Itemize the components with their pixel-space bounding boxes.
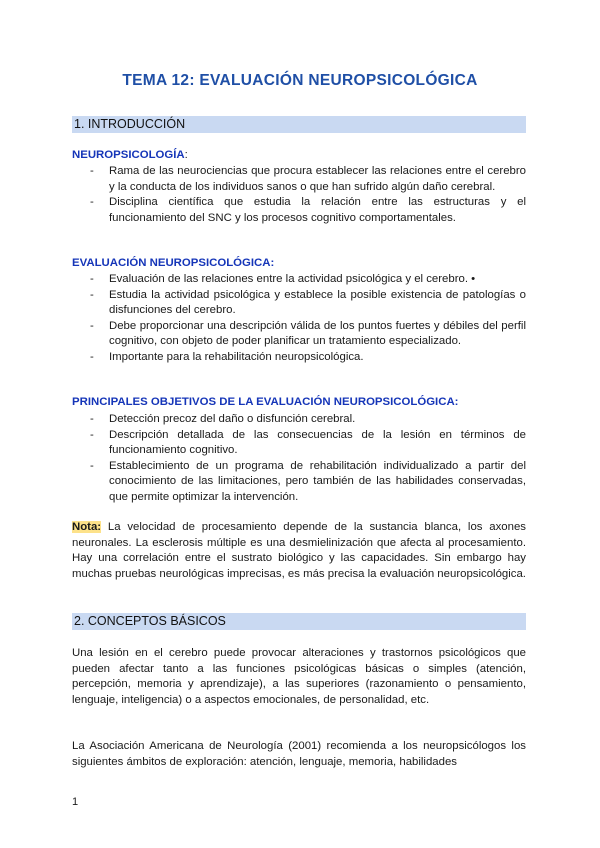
objetivos-list <box>72 412 526 506</box>
nota-label: Nota: <box>72 521 102 533</box>
page-title: TEMA 12: EVALUACIÓN NEUROPSICOLÓGICA <box>122 72 478 89</box>
evaluacion-list <box>72 272 526 366</box>
heading-evaluacion: EVALUACIÓN NEUROPSICOLÓGICA: <box>72 257 275 269</box>
section-heading-conceptos: 2. CONCEPTOS BÁSICOS <box>72 613 526 630</box>
list-item: - Detección precoz del daño o disfunción cerebral. <box>72 412 526 428</box>
heading-neuropsicologia <box>72 149 188 161</box>
list-item: - Disciplina científica que estudia la relación entre las estructuras y el funcionamiento del SNC y los procesos cognitivo comportamentales. <box>72 195 526 226</box>
nota-text: La velocidad de procesamiento depende de la sustancia blanca, los axones neuronales. La esclerosis múltiple es una desmielinización que afecta al procesamiento. Hay una correlación entre el sustrato biológico y las capacidades. Sin embargo hay muchas pruebas neurológicas imprecisas, es más precisa la evaluación neuropsicológica. <box>72 521 526 580</box>
page-number: 1 <box>72 796 79 808</box>
nota-paragraph <box>72 520 526 582</box>
list-item: - Rama de las neurociencias que procura establecer las relaciones entre el cerebro y la conducta de los individuos sanos o que han sufrido algún daño cerebral. <box>72 164 526 195</box>
list-item: - Descripción detallada de las consecuencias de la lesión en términos de funcionamiento cognitivo. <box>72 428 526 459</box>
list-item: - Importante para la rehabilitación neuropsicológica. <box>72 350 526 366</box>
conceptos-paragraph-2: La Asociación Americana de Neurología (2001) recomienda a los neuropsicólogos los siguientes ámbitos de exploración: atención, lenguaje, memoria, habilidades <box>72 740 526 768</box>
heading-neuropsicologia-text: NEUROPSICOLOGÍA <box>72 149 185 161</box>
list-item: - Debe proporcionar una descripción válida de los puntos fuertes y débiles del perfil cognitivo, con objeto de poder planificar un tratamiento especializado. <box>72 319 526 350</box>
list-item: - Evaluación de las relaciones entre la actividad psicológica y el cerebro. • <box>72 272 526 288</box>
section-heading-introduccion: 1. INTRODUCCIÓN <box>72 116 526 133</box>
heading-colon: : <box>184 149 188 161</box>
list-item: - Estudia la actividad psicológica y establece la posible existencia de patologías o disfunciones del cerebro. <box>72 288 526 319</box>
conceptos-paragraph-1: Una lesión en el cerebro puede provocar alteraciones y trastornos psicológicos que pueden afectar tanto a las funciones psicológicas básicas o simples (atención, percepción, memoria y aprendizaje), a las superiores (razonamiento o pensamiento, lenguaje, inteligencia) o a aspectos emocionales, de personalidad, etc. <box>72 647 526 706</box>
heading-objetivos: PRINCIPALES OBJETIVOS DE LA EVALUACIÓN NEUROPSICOLÓGICA: <box>72 396 459 408</box>
list-item: - Establecimiento de un programa de rehabilitación individualizado a partir del conocimiento de las limitaciones, pero también de las habilidades conservadas, que permite optimizar la intervención. <box>72 459 526 506</box>
neuropsicologia-list <box>72 164 526 226</box>
